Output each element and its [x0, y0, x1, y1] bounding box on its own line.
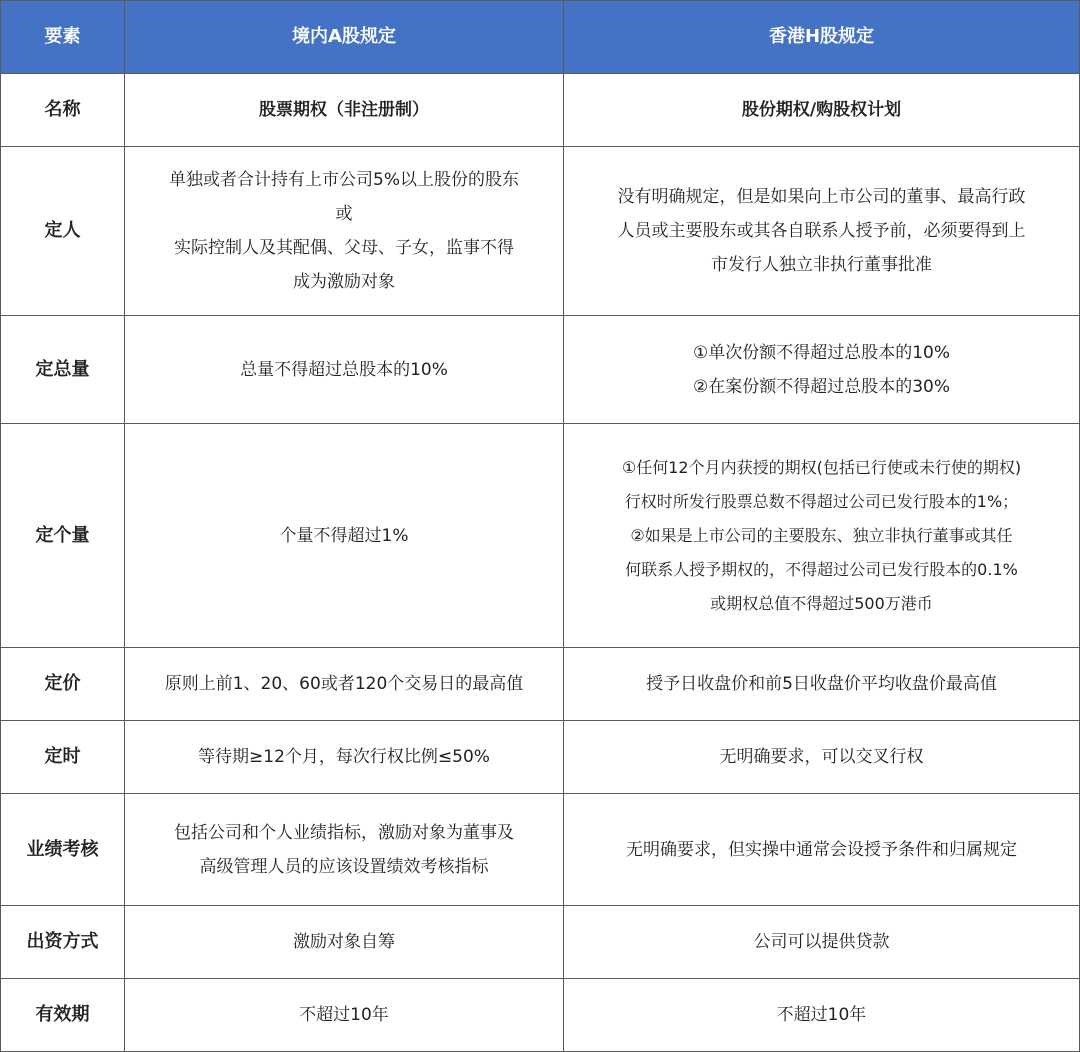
h-share-cell: [564, 979, 1080, 1052]
cell-line: 或期权总值不得超过500万港币: [710, 593, 933, 613]
table-row: [1, 648, 1080, 721]
table-row: [1, 424, 1080, 648]
cell-line: 等待期≥12个月，每次行权比例≤50%: [198, 747, 490, 767]
row-key: 有效期: [1, 979, 125, 1052]
row-key: 名称: [1, 74, 125, 147]
cell-line: 人员或主要股东或其各自联系人授予前，必须要得到上: [617, 221, 1026, 241]
a-share-cell: [125, 906, 564, 979]
cell-line: 不超过10年: [299, 1005, 389, 1025]
header-a-share: 境内A股规定: [125, 1, 564, 74]
table-row: [1, 74, 1080, 147]
row-key: 定个量: [1, 424, 125, 648]
table-row: [1, 794, 1080, 906]
cell-line: 个量不得超过1%: [279, 525, 409, 546]
cell-line: 包括公司和个人业绩指标，激励对象为董事及: [174, 822, 514, 843]
cell-line: 无明确要求，可以交叉行权: [719, 747, 924, 767]
row-key: 定总量: [1, 316, 125, 424]
h-share-cell: [564, 316, 1080, 424]
row-key: 定人: [1, 147, 125, 316]
a-share-cell: [125, 979, 564, 1052]
row-key: 出资方式: [1, 906, 125, 979]
table-row: [1, 979, 1080, 1052]
a-share-cell: [125, 424, 564, 648]
h-share-cell: [564, 906, 1080, 979]
cell-line: 成为激励对象: [293, 272, 395, 292]
table-row: [1, 147, 1080, 316]
a-share-cell: [125, 316, 564, 424]
cell-line: 没有明确规定，但是如果向上市公司的董事、最高行政: [617, 187, 1026, 207]
h-share-cell: [564, 424, 1080, 648]
table-row: [1, 721, 1080, 794]
cell-line: 或: [335, 204, 353, 224]
cell-line: 激励对象自筹: [293, 932, 395, 952]
a-share-cell: [125, 721, 564, 794]
cell-line: 不超过10年: [776, 1005, 867, 1025]
header-h-share: 香港H股规定: [564, 1, 1080, 74]
header-element: 要素: [1, 1, 125, 74]
h-share-cell: [564, 74, 1080, 147]
cell-line: 股份期权/购股权计划: [741, 100, 902, 120]
cell-line: 单独或者合计持有上市公司5%以上股份的股东: [169, 170, 519, 190]
row-key: 业绩考核: [1, 794, 125, 906]
h-share-cell: [564, 147, 1080, 316]
cell-line: 实际控制人及其配偶、父母、子女，监事不得: [174, 238, 514, 258]
cell-line: 行权时所发行股票总数不得超过公司已发行股本的1%；: [624, 491, 1019, 511]
cell-line: 无明确要求，但实操中通常会设授予条件和归属规定: [626, 839, 1017, 860]
cell-line: 公司可以提供贷款: [753, 932, 890, 952]
h-share-cell: [564, 794, 1080, 906]
a-share-cell: [125, 74, 564, 147]
table-row: [1, 906, 1080, 979]
cell-line: 高级管理人员的应该设置绩效考核指标: [199, 856, 489, 877]
row-key: 定价: [1, 648, 125, 721]
header-row: [1, 1, 1080, 74]
cell-line: 何联系人授予期权的，不得超过公司已发行股本的0.1%: [625, 559, 1018, 579]
cell-line: 股票期权（非注册制）: [259, 100, 429, 120]
cell-line: ②在案份额不得超过总股本的30%: [692, 376, 951, 397]
a-share-cell: [125, 147, 564, 316]
cell-line: 授予日收盘价和前5日收盘价平均收盘价最高值: [646, 674, 997, 694]
cell-line: ②如果是上市公司的主要股东、独立非执行董事或其任: [630, 525, 1013, 545]
h-share-cell: [564, 648, 1080, 721]
a-share-cell: [125, 648, 564, 721]
h-share-cell: [564, 721, 1080, 794]
cell-line: 原则上前1、20、60或者120个交易日的最高值: [164, 674, 524, 694]
cell-line: 市发行人独立非执行董事批准: [711, 255, 932, 275]
cell-line: ①任何12个月内获授的期权(包括已行使或未行使的期权): [621, 457, 1022, 477]
cell-line: 总量不得超过总股本的10%: [240, 359, 448, 380]
a-share-cell: [125, 794, 564, 906]
row-key: 定时: [1, 721, 125, 794]
cell-line: ①单次份额不得超过总股本的10%: [692, 342, 951, 363]
table-row: [1, 316, 1080, 424]
